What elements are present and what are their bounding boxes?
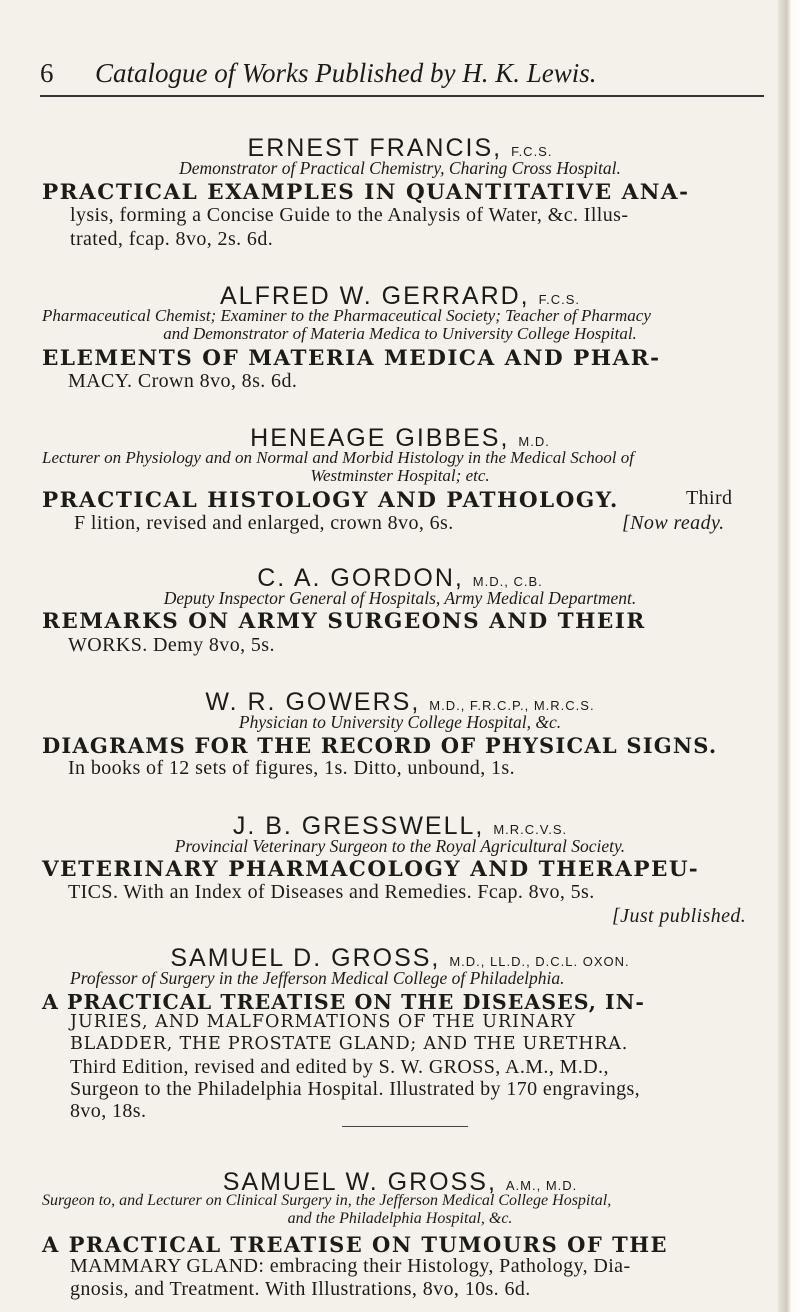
book-description: 8vo, 18s. — [70, 1100, 147, 1122]
book-title: DIAGRAMS FOR THE RECORD OF PHYSICAL SIGNS. — [42, 733, 718, 758]
header-rule — [40, 95, 764, 97]
book-description: Surgeon to the Philadelphia Hospital. Illustrated by 170 engravings, — [70, 1078, 641, 1100]
author-affiliation: Demonstrator of Practical Chemistry, Charing Cross Hospital. — [179, 158, 621, 178]
author-degrees: F.C.S. — [538, 292, 580, 307]
running-title: Catalogue of Works Published by H. K. Lewis. — [95, 58, 597, 88]
section-rule — [342, 1126, 468, 1127]
book-title: PRACTICAL EXAMPLES IN QUANTITATIVE ANA- — [42, 180, 690, 205]
book-title: ELEMENTS OF MATERIA MEDICA AND PHAR- — [42, 346, 661, 371]
author-name: HENEAGE GIBBES, M.D. — [250, 424, 550, 452]
author-affiliation: Pharmaceutical Chemist; Examiner to the Pharmaceutical Society; Teacher of Pharmacy — [42, 306, 651, 325]
book-title: VETERINARY PHARMACOLOGY AND THERAPEU- — [42, 857, 700, 882]
author-degrees: M.D., F.R.C.P., M.R.C.S. — [429, 698, 595, 713]
author-affiliation: Deputy Inspector General of Hospitals, Army Medical Department. — [163, 588, 637, 608]
book-edition-note: Third — [686, 487, 733, 509]
author-degrees: M.D., LL.D., D.C.L. OXON. — [449, 954, 630, 969]
author-affiliation: Surgeon to, and Lecturer on Clinical Surgery in, the Jefferson Medical College Hospital, — [42, 1192, 612, 1209]
author-affiliation: and the Philadelphia Hospital, &c. — [287, 1210, 513, 1227]
author-name: W. R. GOWERS, M.D., F.R.C.P., M.R.C.S. — [205, 688, 595, 716]
availability-note: [Now ready. — [622, 512, 725, 534]
book-description: lysis, forming a Concise Guide to the Analysis of Water, &c. Illus- — [70, 204, 629, 226]
book-description: gnosis, and Treatment. With Illustrations, 8vo, 10s. 6d. — [70, 1278, 531, 1300]
book-description: F lition, revised and enlarged, crown 8vo, 6s. — [74, 512, 454, 534]
book-title: BLADDER, THE PROSTATE GLAND; AND THE URETHRA. — [70, 1034, 629, 1054]
author-name: ERNEST FRANCIS, F.C.S. — [247, 134, 553, 162]
page-header — [40, 58, 760, 98]
book-title: REMARKS ON ARMY SURGEONS AND THEIR — [42, 609, 646, 634]
book-title: JURIES, AND MALFORMATIONS OF THE URINARY — [70, 1012, 577, 1032]
author-degrees: M.D. — [518, 434, 550, 449]
author-name: SAMUEL D. GROSS, M.D., LL.D., D.C.L. OXON. — [170, 944, 630, 972]
author-name: ALFRED W. GERRARD, F.C.S. — [219, 282, 580, 310]
book-description: TICS. With an Index of Diseases and Remedies. Fcap. 8vo, 5s. — [68, 881, 595, 903]
author-affiliation: Professor of Surgery in the Jefferson Medical College of Philadelphia. — [70, 968, 565, 988]
author-degrees: A.M., M.D. — [505, 1178, 578, 1193]
author-name: J. B. GRESSWELL, M.R.C.V.S. — [232, 812, 568, 840]
author-affiliation: Westminster Hospital; etc. — [310, 466, 490, 485]
author-affiliation: and Demonstrator of Materia Medica to University College Hospital. — [163, 324, 637, 343]
book-title-continued: MAMMARY GLAND: embracing their Histology, Pathology, Dia- — [70, 1255, 631, 1277]
author-affiliation: Provincial Veterinary Surgeon to the Royal Agricultural Society. — [174, 836, 626, 856]
book-description: WORKS. Demy 8vo, 5s. — [68, 634, 275, 656]
book-description: Third Edition, revised and edited by S. W. GROSS, A.M., M.D., — [70, 1056, 609, 1078]
book-description: In books of 12 sets of figures, 1s. Ditto, unbound, 1s. — [68, 757, 515, 779]
availability-note: [Just published. — [612, 905, 747, 927]
book-description: MACY. Crown 8vo, 8s. 6d. — [68, 370, 298, 392]
book-title: A PRACTICAL TREATISE ON TUMOURS OF THE — [42, 1232, 669, 1257]
author-affiliation: Physician to University College Hospital, &c. — [238, 712, 562, 732]
author-degrees: M.R.C.V.S. — [493, 822, 568, 837]
book-title: PRACTICAL HISTOLOGY AND PATHOLOGY. — [42, 488, 619, 513]
book-title: A PRACTICAL TREATISE ON THE DISEASES, IN- — [42, 990, 645, 1014]
author-name: C. A. GORDON, M.D., C.B. — [257, 564, 543, 592]
page-edge-shadow — [778, 0, 800, 1312]
author-degrees: F.C.S. — [511, 144, 553, 159]
author-affiliation: Lecturer on Physiology and on Normal and Morbid Histology in the Medical School of — [42, 448, 634, 467]
author-degrees: M.D., C.B. — [472, 574, 543, 589]
author-name: SAMUEL W. GROSS, A.M., M.D. — [222, 1168, 578, 1196]
book-description: trated, fcap. 8vo, 2s. 6d. — [70, 228, 274, 250]
page-number: 6 — [40, 58, 54, 88]
